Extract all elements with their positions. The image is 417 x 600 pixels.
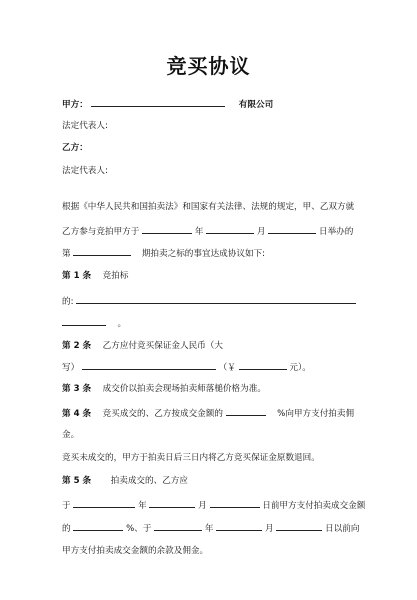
intro-line-2	[62, 224, 353, 238]
clause-5-l3-end: 日以前向	[325, 524, 360, 534]
party-a-name-blank[interactable]	[91, 97, 225, 107]
clause-5-line	[62, 475, 188, 487]
clause-2-yuan-label: 元）。	[289, 363, 311, 373]
clause-4-line-2: 金。	[62, 430, 80, 440]
document-title: 竞买协议	[166, 54, 251, 78]
clause-1-object-blank[interactable]	[76, 294, 356, 304]
clause-5-first-payment-line	[62, 498, 365, 512]
intro-line2-text: 乙方参与竞拍甲方于	[62, 227, 140, 237]
party-a-line	[62, 97, 273, 111]
clause-1-line	[62, 270, 128, 282]
clause-5-percent-blank[interactable]	[73, 521, 123, 531]
party-a-suffix: 有限公司	[238, 100, 274, 110]
clause-2-yen-label: （￥	[218, 363, 236, 373]
clause-3-line	[62, 383, 266, 395]
clause-5-l2-day-blank[interactable]	[210, 498, 260, 508]
clause-4-percent-blank[interactable]	[226, 406, 266, 416]
clause-2-amount-line	[62, 360, 311, 374]
clause-4-line	[62, 406, 354, 420]
clause-1-end: 。	[117, 319, 127, 329]
intro-year-label: 年	[194, 227, 204, 237]
clause-3-text: 成交价以拍卖会现场拍卖师落槌价格为准。	[102, 384, 266, 394]
clause-2-number: 第 2 条	[62, 341, 92, 351]
legal-rep-2: 法定代表人:	[62, 166, 108, 176]
clause-1-object-blank-2[interactable]	[62, 316, 106, 326]
intro-line-1: 根据《中华人民共和国拍卖法》和国家有关法律、法规的规定，甲、乙双方就	[62, 202, 355, 212]
clause-1-object-label: 的:	[62, 297, 74, 307]
clause-5-final-line: 甲方支付拍卖成交金额的余款及佣金。	[62, 546, 209, 556]
clause-5-l2-prefix: 于	[62, 501, 71, 511]
intro-day-blank[interactable]	[268, 224, 316, 234]
clause-4-text-b: %向甲方支付拍卖佣	[277, 409, 355, 419]
clause-5-l2-month-blank[interactable]	[149, 498, 195, 508]
clause-5-l2-year-blank[interactable]	[73, 498, 135, 508]
intro-day-label: 日举办的	[318, 227, 354, 237]
intro-line3-text: 期拍卖之标的事宜达成协议如下:	[141, 249, 266, 259]
party-b-label: 乙方：	[62, 143, 88, 153]
clause-5-l2-end: 日前甲方支付拍卖成交金额	[262, 501, 366, 511]
clause-1-text: 竞拍标	[102, 271, 129, 281]
clause-3-number: 第 3 条	[62, 384, 92, 394]
clause-5-l3-month-blank[interactable]	[216, 521, 262, 531]
clause-5-l3-year-label: 年	[204, 524, 214, 534]
clause-2-amount-number-blank[interactable]	[239, 360, 287, 370]
clause-5-l3-prefix: 的	[62, 524, 71, 534]
intro-session-blank[interactable]	[73, 246, 131, 256]
intro-year-blank[interactable]	[142, 224, 192, 234]
clause-5-l2-month-label: 月	[198, 501, 207, 511]
intro-month-label: 月	[256, 227, 266, 237]
clause-1-object-line	[62, 294, 356, 308]
intro-line3-prefix: 第	[62, 249, 71, 259]
clause-5-l2-year-label: 年	[138, 501, 147, 511]
clause-5-text: 拍卖成交的、乙方应	[110, 476, 188, 486]
clause-4-text-a: 竞买成交的、乙方按成交金额的	[102, 409, 223, 419]
clause-5-second-payment-line	[62, 521, 359, 535]
clause-5-number: 第 5 条	[62, 476, 92, 486]
clause-2-amount-prefix: 写）	[62, 363, 80, 373]
legal-rep-1: 法定代表人:	[62, 121, 108, 131]
clause-5-l3-pct: %、于	[126, 524, 152, 534]
clause-2-amount-words-blank[interactable]	[82, 360, 216, 370]
intro-line-3	[62, 246, 265, 260]
clause-1-number: 第 1 条	[62, 271, 92, 281]
clause-5-l3-year-blank[interactable]	[154, 521, 202, 531]
party-a-label: 甲方：	[62, 100, 88, 110]
refund-note: 竞买未成交的，甲方于拍卖日后三日内将乙方竞买保证金原数退回。	[62, 453, 320, 463]
clause-2-line	[62, 340, 223, 352]
clause-2-text: 乙方应付竞买保证金人民币（大	[102, 341, 223, 351]
clause-4-number: 第 4 条	[62, 409, 92, 419]
clause-1-object-line-2	[62, 316, 126, 330]
intro-month-blank[interactable]	[206, 224, 254, 234]
clause-5-l3-day-blank[interactable]	[276, 521, 322, 531]
clause-5-l3-month-label: 月	[264, 524, 274, 534]
